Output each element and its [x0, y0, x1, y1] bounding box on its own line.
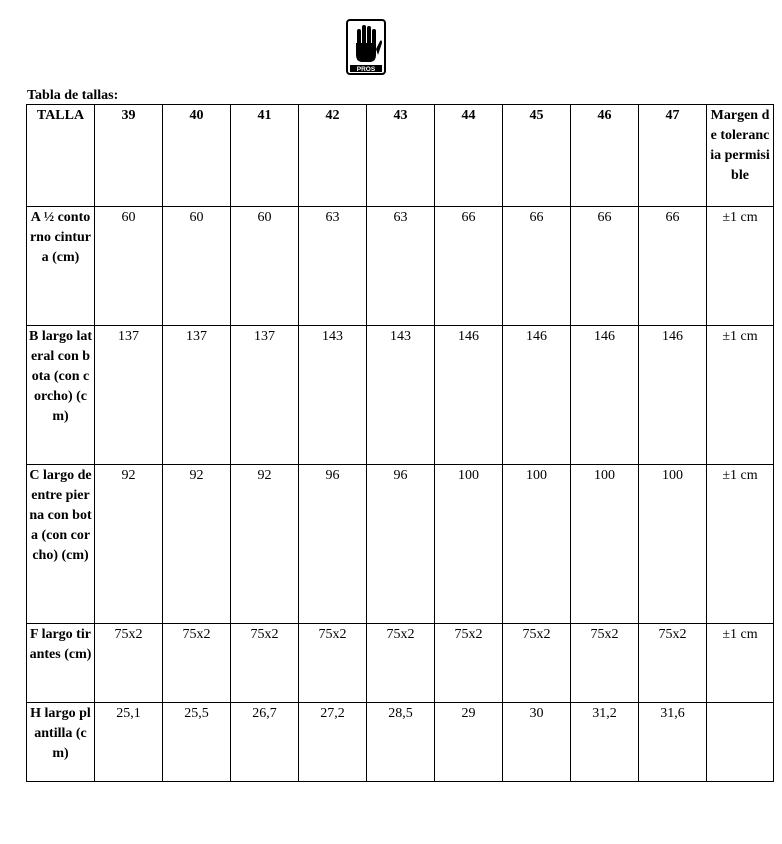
pros-logo-icon — [346, 19, 386, 75]
value-cell: 29 — [435, 703, 503, 782]
value-cell: 75x2 — [163, 624, 231, 703]
value-cell: 146 — [435, 326, 503, 465]
value-cell: 60 — [95, 207, 163, 326]
size-header: 47 — [639, 105, 707, 207]
value-cell: 75x2 — [639, 624, 707, 703]
table-row — [27, 624, 774, 703]
value-cell: 25,1 — [95, 703, 163, 782]
value-cell: 25,5 — [163, 703, 231, 782]
logo-text: PROS — [356, 66, 376, 73]
value-cell: 96 — [367, 465, 435, 624]
value-cell: 27,2 — [299, 703, 367, 782]
value-cell: 146 — [571, 326, 639, 465]
row-label: B largo lateral con bota (con corcho) (cm) — [27, 326, 95, 465]
row-label: A ½ contorno cintura (cm) — [27, 207, 95, 326]
tolerance-cell: ±1 cm — [707, 326, 774, 465]
value-cell: 100 — [571, 465, 639, 624]
value-cell: 75x2 — [435, 624, 503, 703]
value-cell: 63 — [299, 207, 367, 326]
size-header: 39 — [95, 105, 163, 207]
value-cell: 92 — [163, 465, 231, 624]
value-cell: 92 — [95, 465, 163, 624]
value-cell: 63 — [367, 207, 435, 326]
table-row — [27, 703, 774, 782]
value-cell: 137 — [163, 326, 231, 465]
value-cell: 66 — [435, 207, 503, 326]
tolerance-cell: ±1 cm — [707, 624, 774, 703]
value-cell: 75x2 — [299, 624, 367, 703]
value-cell: 75x2 — [367, 624, 435, 703]
value-cell: 75x2 — [231, 624, 299, 703]
header-row — [27, 105, 774, 207]
value-cell: 60 — [163, 207, 231, 326]
size-header: 46 — [571, 105, 639, 207]
table-row — [27, 207, 774, 326]
value-cell: 100 — [435, 465, 503, 624]
value-cell: 146 — [639, 326, 707, 465]
size-header: 41 — [231, 105, 299, 207]
row-label: H largo plantilla (cm) — [27, 703, 95, 782]
table-caption: Tabla de tallas: — [27, 88, 119, 103]
size-table — [26, 104, 774, 782]
tolerance-header: Margen de tolerancia permisible — [707, 105, 774, 207]
value-cell: 75x2 — [95, 624, 163, 703]
tolerance-cell — [707, 703, 774, 782]
size-header: 40 — [163, 105, 231, 207]
row-label: F largo tirantes (cm) — [27, 624, 95, 703]
row-label: C largo de entre pierna con bota (con corcho) (cm) — [27, 465, 95, 624]
value-cell: 28,5 — [367, 703, 435, 782]
value-cell: 60 — [231, 207, 299, 326]
value-cell: 137 — [95, 326, 163, 465]
value-cell: 146 — [503, 326, 571, 465]
value-cell: 143 — [367, 326, 435, 465]
value-cell: 137 — [231, 326, 299, 465]
tolerance-cell: ±1 cm — [707, 207, 774, 326]
value-cell: 31,2 — [571, 703, 639, 782]
value-cell: 75x2 — [571, 624, 639, 703]
table-row — [27, 465, 774, 624]
value-cell: 66 — [639, 207, 707, 326]
value-cell: 66 — [571, 207, 639, 326]
table-row — [27, 326, 774, 465]
value-cell: 100 — [503, 465, 571, 624]
value-cell: 96 — [299, 465, 367, 624]
value-cell: 66 — [503, 207, 571, 326]
size-header: 42 — [299, 105, 367, 207]
corner-cell: TALLA — [27, 105, 95, 207]
size-header: 44 — [435, 105, 503, 207]
value-cell: 26,7 — [231, 703, 299, 782]
value-cell: 92 — [231, 465, 299, 624]
value-cell: 100 — [639, 465, 707, 624]
value-cell: 75x2 — [503, 624, 571, 703]
value-cell: 143 — [299, 326, 367, 465]
size-header: 45 — [503, 105, 571, 207]
value-cell: 31,6 — [639, 703, 707, 782]
value-cell: 30 — [503, 703, 571, 782]
tolerance-cell: ±1 cm — [707, 465, 774, 624]
size-header: 43 — [367, 105, 435, 207]
